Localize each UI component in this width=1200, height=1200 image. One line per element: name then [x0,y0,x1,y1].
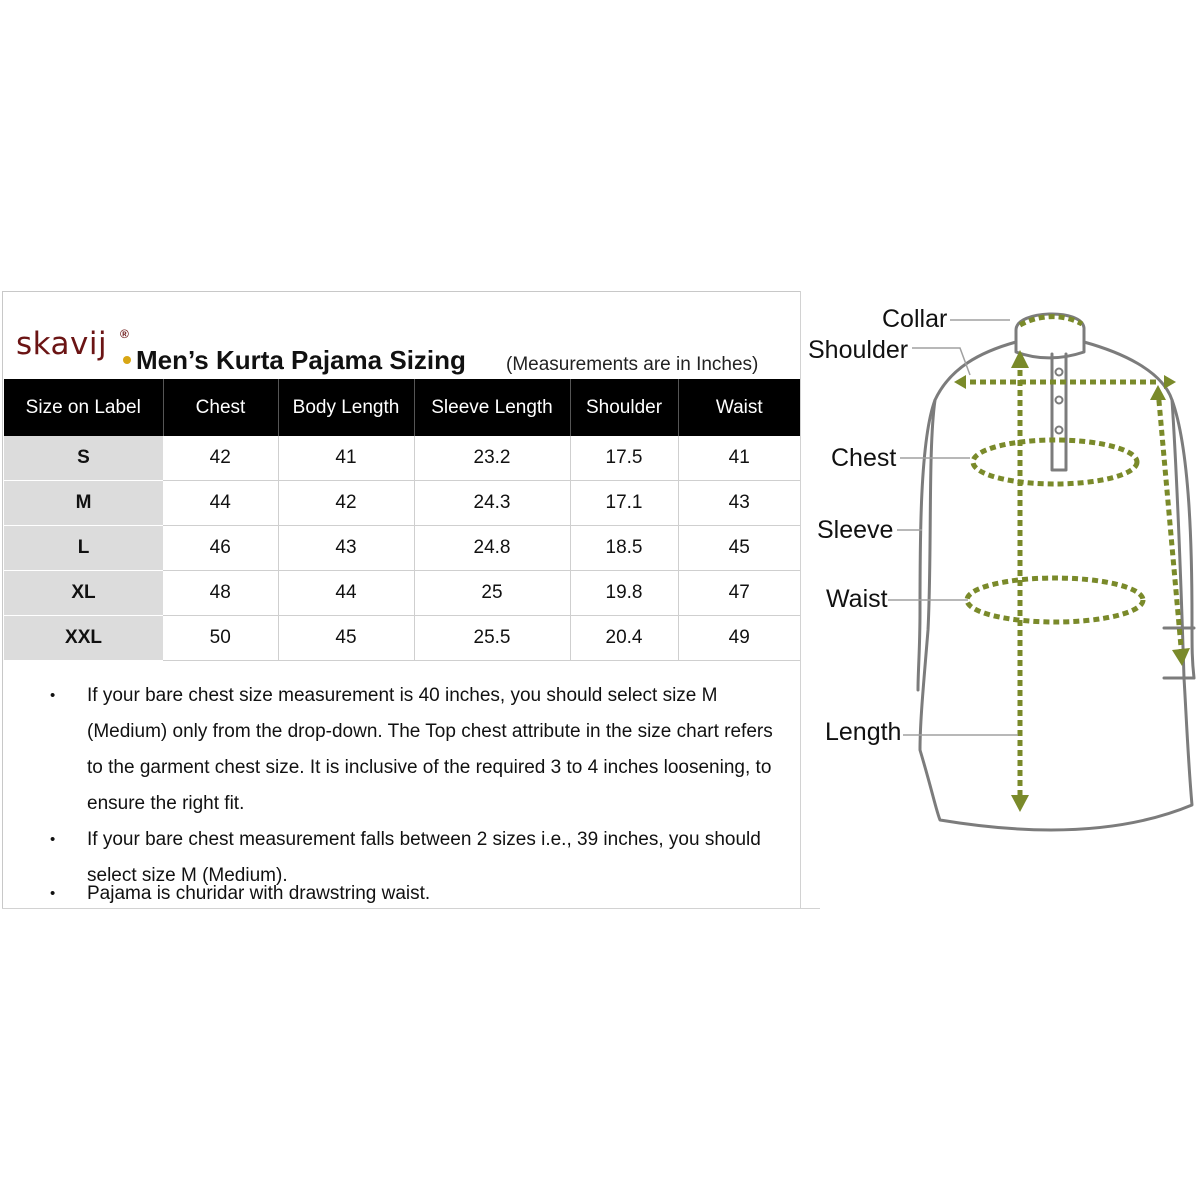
bullet-icon: • [50,831,56,848]
chest-cell: 48 [163,571,278,616]
table-header-row [4,379,800,436]
sleeve-length-cell: 24.8 [414,526,570,571]
column-header-sleeve-length: Sleeve Length [414,379,570,436]
chart-subtitle: (Measurements are in Inches) [506,354,759,375]
brand-logo: skavij [16,326,108,362]
column-header-waist: Waist [678,379,800,436]
shoulder-cell: 19.8 [570,571,678,616]
size-label-cell: XL [4,571,163,616]
sleeve-length-cell: 23.2 [414,436,570,481]
kurta-outline-icon [800,290,1200,850]
sleeve-length-cell: 25.5 [414,616,570,661]
chest-cell: 44 [163,481,278,526]
table-row [4,436,800,481]
sleeve-label: Sleeve [817,516,894,544]
length-label: Length [825,718,902,746]
waist-label: Waist [826,585,888,613]
body-length-cell: 43 [278,526,414,571]
note-text: If your bare chest measurement falls between 2 sizes i.e., 39 inches, you should select size M (Medium). [87,829,761,886]
sleeve-length-cell: 24.3 [414,481,570,526]
body-length-cell: 44 [278,571,414,616]
collar-label: Collar [882,305,948,333]
waist-cell: 45 [678,526,800,571]
body-length-cell: 45 [278,616,414,661]
size-table [4,379,800,661]
size-label-cell: L [4,526,163,571]
table-row [4,526,800,571]
body-length-cell: 42 [278,481,414,526]
size-notes [50,678,780,906]
note-text: If your bare chest size measurement is 40 inches, you should select size M (Medium) only from the drop-down. The Top chest attribute in the size chart refers to the garment chest size. It is inclusive of the required 3 to 4 inches loosening, to ensure the right fit. [87,685,773,814]
size-label-cell: XXL [4,616,163,661]
chest-cell: 50 [163,616,278,661]
chest-cell: 46 [163,526,278,571]
shoulder-label: Shoulder [808,336,909,364]
waist-cell: 43 [678,481,800,526]
shoulder-cell: 17.1 [570,481,678,526]
panel-bottom-divider [2,908,820,909]
table-row [4,616,800,661]
kurta-measurement-diagram [800,290,1200,850]
column-header-size: Size on Label [4,379,163,436]
table-row [4,481,800,526]
body-length-cell: 41 [278,436,414,481]
chest-cell: 42 [163,436,278,481]
waist-cell: 49 [678,616,800,661]
shoulder-cell: 20.4 [570,616,678,661]
shoulder-cell: 17.5 [570,436,678,481]
sleeve-length-cell: 25 [414,571,570,616]
column-header-shoulder: Shoulder [570,379,678,436]
bullet-icon: • [50,687,56,704]
note-item [50,882,780,906]
column-header-body-length: Body Length [278,379,414,436]
size-label-cell: M [4,481,163,526]
chest-label: Chest [831,444,897,472]
note-text: Pajama is churidar with drawstring waist. [87,883,431,904]
note-item [50,678,780,822]
shoulder-cell: 18.5 [570,526,678,571]
size-label-cell: S [4,436,163,481]
table-row [4,571,800,616]
brand-dot-icon [123,356,131,364]
column-header-chest: Chest [163,379,278,436]
waist-cell: 47 [678,571,800,616]
bullet-icon: • [50,885,56,902]
brand-registered-mark: ® [120,327,129,341]
waist-cell: 41 [678,436,800,481]
chart-title: Men’s Kurta Pajama Sizing [136,345,466,375]
